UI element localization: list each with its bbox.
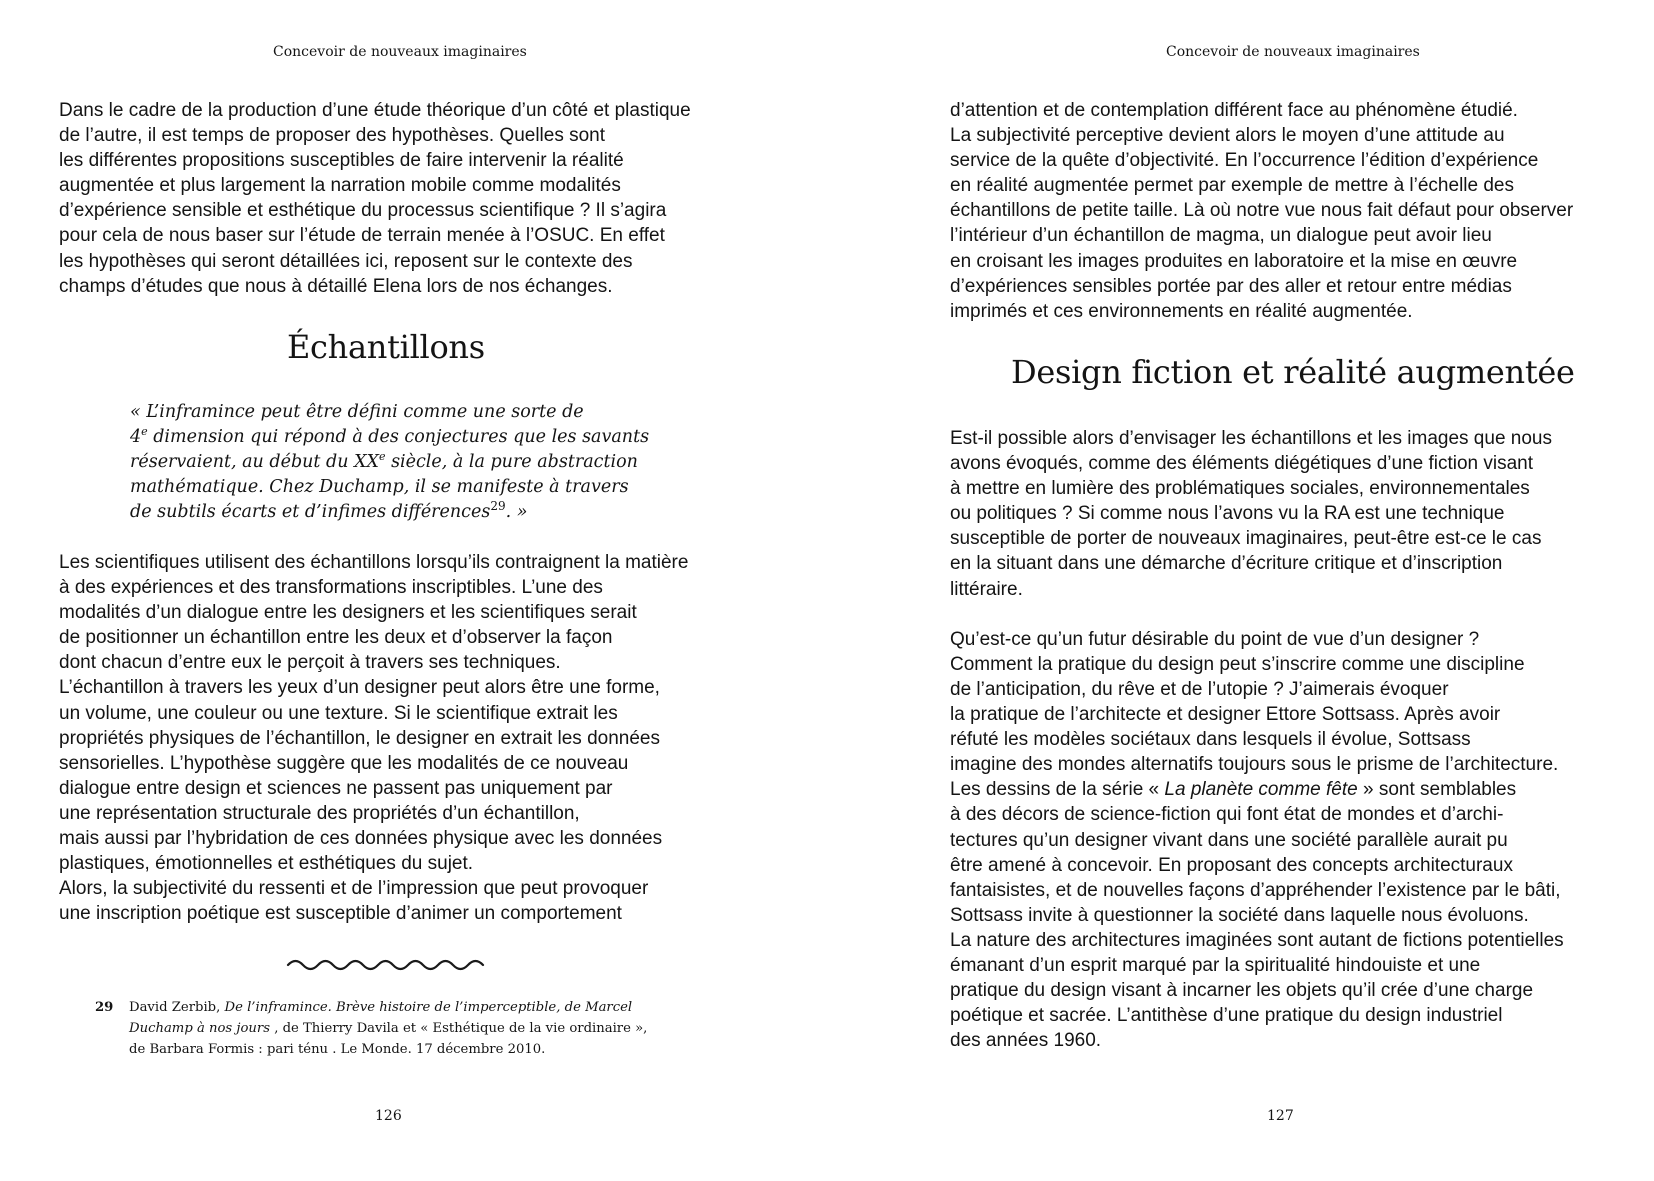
footnote-line: Duchamp à nos jours , de Thierry Davila et « Esthétique de la vie ordinaire », <box>129 1021 648 1036</box>
text-line: Qu’est-ce qu’un futur désirable du point de vue d’un designer ? <box>950 628 1480 650</box>
text-line: un volume, une couleur ou une texture. Si le scientifique extrait les <box>59 702 618 724</box>
text-line: modalités d’un dialogue entre les designers et les scientifiques serait <box>59 602 637 624</box>
text-line: sensorielles. L’hypothèse suggère que les modalités de ce nouveau <box>59 752 629 774</box>
text-line: en réalité augmentée permet par exemple de mettre à l’échelle des <box>950 175 1514 197</box>
text-line: en la situant dans une démarche d’écriture critique et d’inscription <box>950 553 1503 575</box>
text-line: augmentée et plus largement la narration mobile comme modalités <box>59 175 621 197</box>
text-line: Alors, la subjectivité du ressenti et de l’impression que peut provoquer <box>59 878 649 900</box>
text-line: une inscription poétique est susceptible d’animer un comportement <box>59 903 622 925</box>
running-head: Concevoir de nouveaux imaginaires <box>273 44 527 60</box>
artwork-title: La planète comme fête <box>1164 779 1358 801</box>
text-line: des années 1960. <box>950 1030 1102 1052</box>
text-line: imprimés et ces environnements en réalité augmentée. <box>950 300 1413 322</box>
text-line: échantillons de petite taille. Là où notre vue nous fait défaut pour observer <box>950 200 1574 222</box>
section-heading: Design fiction et réalité augmentée <box>1011 353 1575 391</box>
text-line: avons évoqués, comme des éléments diégétiques d’une fiction visant <box>950 453 1534 475</box>
text-line: réfuté les modèles sociétaux dans lesquels il évolue, Sottsass <box>950 729 1471 751</box>
text-line: une représentation structurale des propriétés d’un échantillon, <box>59 802 580 824</box>
text-line: La nature des architectures imaginées sont autant de fictions potentielles <box>950 929 1564 951</box>
text-line: Comment la pratique du design peut s’inscrire comme une discipline <box>950 653 1525 675</box>
text-line: Les dessins de la série « La planète comme fête » sont semblables <box>950 779 1517 801</box>
footnote-text <box>129 997 647 1060</box>
text-line: La subjectivité perceptive devient alors le moyen d’une attitude au <box>950 125 1505 147</box>
text-line: de l’autre, il est temps de proposer des hypothèses. Quelles sont <box>59 125 606 147</box>
text-line: susceptible de porter de nouveaux imaginaires, peut-être est-ce le cas <box>950 528 1542 550</box>
text-line: d’expérience sensible et esthétique du processus scientifique ? Il s’agira <box>59 200 667 222</box>
body-paragraph <box>59 550 688 926</box>
text-line: émanant d’un esprit marqué par la spiritualité hindouiste et une <box>950 954 1481 976</box>
text-line: être amené à concevoir. En proposant des concepts architecturaux <box>950 854 1513 876</box>
wave-divider-icon <box>286 957 490 973</box>
quote-line: mathématique. Chez Duchamp, il se manifeste à travers <box>130 477 629 498</box>
text-line: pratique du design visant à incarner les objets qu’il crée d’une charge <box>950 980 1534 1002</box>
quote-line: de subtils écarts et d’infimes différences$^{29}$. » <box>130 499 528 523</box>
text-line: de positionner un échantillon entre les deux et d’observer la façon <box>59 627 613 649</box>
quote-line: « L’inframince peut être défini comme une sorte de <box>130 402 584 422</box>
footnote-reference: 29 <box>490 499 506 514</box>
text-line: ou politiques ? Si comme nous l’avons vu la RA est une technique <box>950 503 1505 525</box>
text-line: mais aussi par l’hybridation de ces données physique avec les données <box>59 828 663 850</box>
text-line: Est-il possible alors d’envisager les échantillons et les images que nous <box>950 428 1552 449</box>
text-line: de l’anticipation, du rêve et de l’utopie ? J’aimerais évoquer <box>950 678 1449 700</box>
text-line: imagine des mondes alternatifs toujours sous le prisme de l’architecture. <box>950 754 1559 776</box>
text-line: dialogue entre design et sciences ne passent pas uniquement par <box>59 777 613 799</box>
text-line: pour cela de nous baser sur l’étude de terrain menée à l’OSUC. En effet <box>59 225 665 247</box>
text-line: l’intérieur d’un échantillon de magma, un dialogue peut avoir lieu <box>950 225 1492 247</box>
footnote-number: 29 <box>95 1000 114 1015</box>
quote-line: réservaient, au début du XXe siècle, à la pure abstraction <box>130 450 638 473</box>
text-line: les hypothèses qui seront détaillées ici, reposent sur le contexte des <box>59 250 633 272</box>
text-line: Sottsass invite à questionner la société dans laquelle nous évoluons. <box>950 904 1529 926</box>
page-number: 126 <box>375 1108 402 1124</box>
text-line: la pratique de l’architecte et designer Ettore Sottsass. Après avoir <box>950 704 1501 726</box>
text-line: d’attention et de contemplation différent face au phénomène étudié. <box>950 100 1518 121</box>
text-line: à des expériences et des transformations inscriptibles. L’une des <box>59 577 603 599</box>
text-line: champs d’études que nous à détaillé Elena lors de nos échanges. <box>59 275 613 297</box>
text-line: Les scientifiques utilisent des échantillons lorsqu’ils contraignent la matière <box>59 552 689 573</box>
text-line: dont chacun d’entre eux le perçoit à travers ses techniques. <box>59 652 561 674</box>
text-line: L’échantillon à travers les yeux d’un designer peut alors être une forme, <box>59 677 660 699</box>
intro-paragraph <box>950 98 1573 324</box>
body-paragraph <box>950 426 1564 1053</box>
text-line: service de la quête d’objectivité. En l’occurrence l’édition d’expérience <box>950 150 1539 172</box>
text-line: Dans le cadre de la production d’une étude théorique d’un côté et plastique <box>59 100 691 121</box>
text-line: en croisant les images produites en laboratoire et la mise en œuvre <box>950 250 1518 272</box>
text-line: à mettre en lumière des problématiques sociales, environnementales <box>950 478 1530 500</box>
right-page <box>827 0 1654 1181</box>
quote-line: 4e dimension qui répond à des conjectures que les savants <box>130 425 650 448</box>
footnote-line: David Zerbib, De l’inframince. Brève histoire de l’imperceptible, de Marcel <box>129 1000 633 1015</box>
running-head: Concevoir de nouveaux imaginaires <box>1166 44 1420 60</box>
text-line: tectures qu’un designer vivant dans une société parallèle aurait pu <box>950 829 1508 851</box>
intro-paragraph <box>59 98 691 299</box>
block-quote <box>130 400 649 525</box>
section-heading: Échantillons <box>287 328 485 366</box>
text-line: d’expériences sensibles portée par des aller et retour entre médias <box>950 275 1512 297</box>
page-number: 127 <box>1267 1108 1294 1124</box>
text-line: à des décors de science-fiction qui font état de mondes et d’archi- <box>950 804 1504 826</box>
paragraph-gap <box>950 602 1564 627</box>
text-line: propriétés physiques de l’échantillon, le designer en extrait les données <box>59 727 660 749</box>
text-line: poétique et sacrée. L’antithèse d’une pratique du design industriel <box>950 1005 1503 1027</box>
text-line: fantaisistes, et de nouvelles façons d’appréhender l’existence par le bâti, <box>950 879 1561 901</box>
text-line: les différentes propositions susceptibles de faire intervenir la réalité <box>59 150 624 172</box>
text-line: littéraire. <box>950 578 1023 600</box>
text-line: plastiques, émotionnelles et esthétiques du sujet. <box>59 853 474 875</box>
footnote-line: de Barbara Formis : pari ténu . Le Monde. 17 décembre 2010. <box>129 1042 546 1057</box>
